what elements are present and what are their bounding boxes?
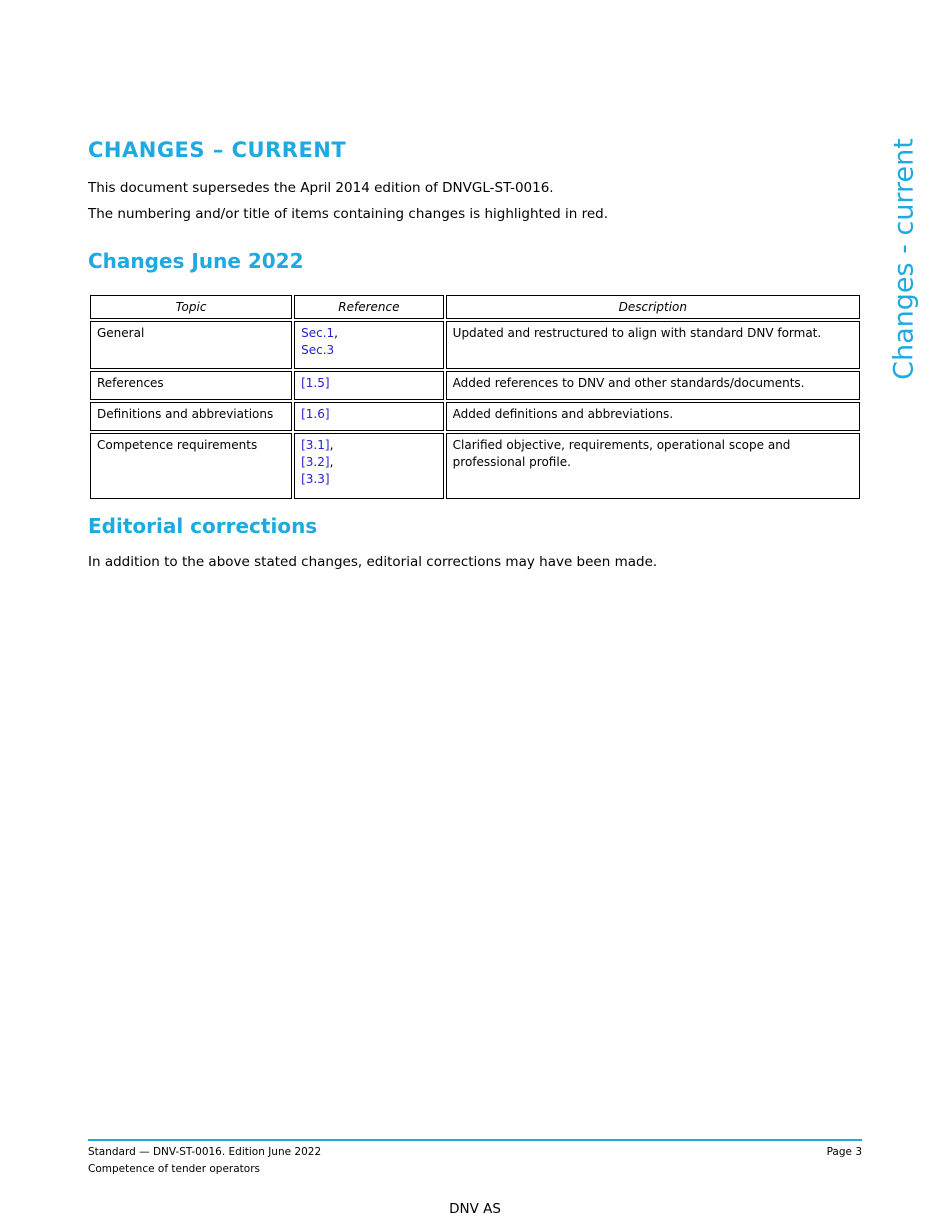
topic-cell: Definitions and abbreviations [90,402,292,431]
table-row-definitions [90,402,860,431]
reference-link[interactable]: Sec.3 [301,343,335,357]
footer-publisher: DNV AS [449,1201,501,1217]
table-header-reference: Reference [294,295,444,319]
table-row-references [90,371,860,400]
reference-link[interactable]: Sec.1 [301,326,335,340]
reference-cell [294,321,444,369]
description-cell: Added references to DNV and other standards/documents. [446,371,860,400]
table-header-row [90,295,860,319]
table-row-competence [90,433,860,499]
description-cell: Added definitions and abbreviations. [446,402,860,431]
reference-link[interactable]: [1.6] [301,407,330,421]
reference-cell [294,433,444,499]
topic-cell: General [90,321,292,369]
section-heading-changes-june-2022: Changes June 2022 [88,249,304,273]
footer-standard-subtitle: Competence of tender operators [88,1163,261,1175]
section-heading-editorial-corrections: Editorial corrections [88,514,318,538]
table-header-topic: Topic [90,295,292,319]
footer-page-number: Page 3 [826,1146,862,1158]
description-cell: Updated and restructured to align with standard DNV format. [446,321,860,369]
topic-cell: References [90,371,292,400]
reference-cell [294,371,444,400]
topic-cell: Competence requirements [90,433,292,499]
footer-standard-title: Standard — DNV-ST-0016. Edition June 2022 [88,1146,322,1158]
editorial-paragraph: In addition to the above stated changes, editorial corrections may have been made. [88,554,658,570]
reference-link[interactable]: [3.3] [301,472,330,486]
reference-link[interactable]: [3.2] [301,455,330,469]
reference-separator: , [329,438,334,452]
table-row-general [90,321,860,369]
page-title: CHANGES – CURRENT [88,138,347,162]
reference-separator: , [329,455,334,469]
reference-link[interactable]: [1.5] [301,376,330,390]
reference-separator: , [334,326,338,340]
changes-table [88,293,862,501]
reference-link[interactable]: [3.1] [301,438,330,452]
intro-paragraph-2: The numbering and/or title of items containing changes is highlighted in red. [88,206,609,222]
chapter-side-tab-label: Changes - current [888,138,920,380]
reference-cell [294,402,444,431]
footer-divider-rule [88,1139,862,1141]
intro-paragraph-1: This document supersedes the April 2014 edition of DNVGL-ST-0016. [88,180,554,196]
description-cell: Clarified objective, requirements, operational scope and professional profile. [446,433,860,499]
table-header-description: Description [446,295,860,319]
